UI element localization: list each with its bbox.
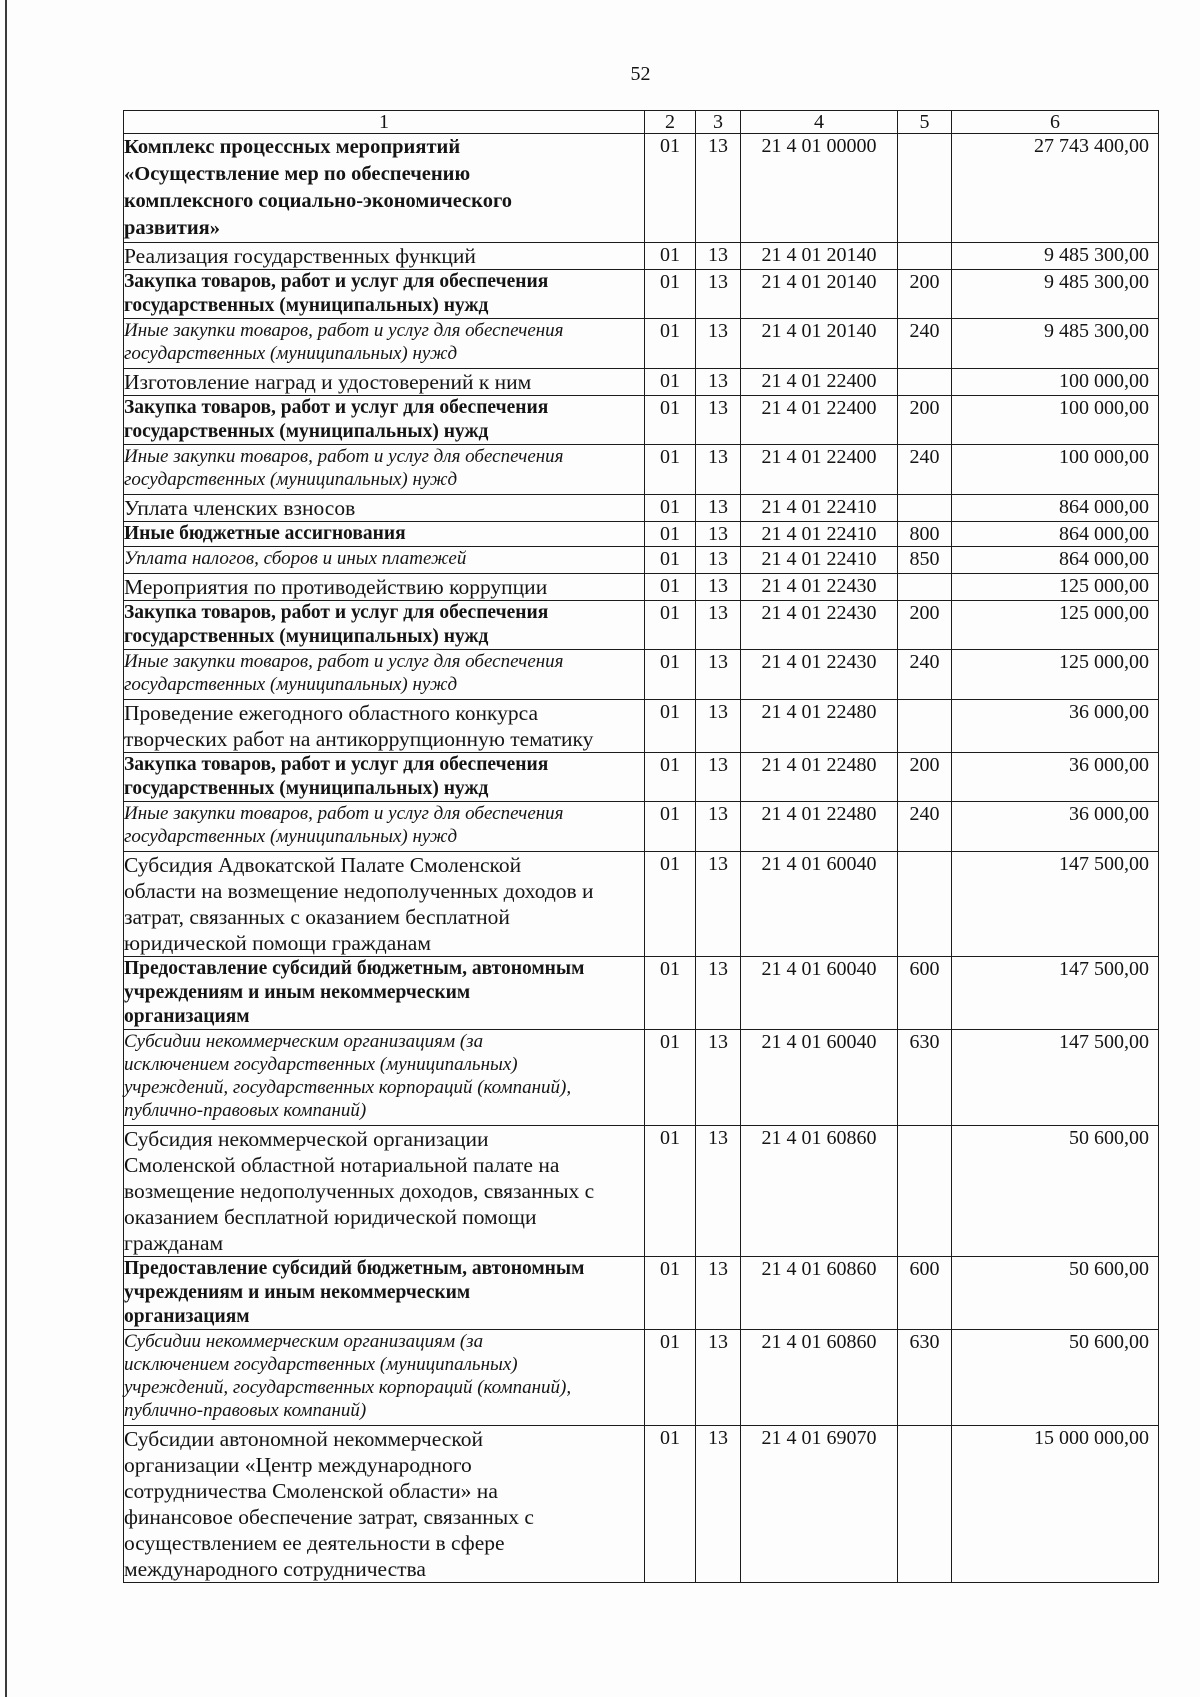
row-description bbox=[124, 957, 645, 1030]
subsection-code: 13 bbox=[696, 601, 741, 650]
table-row bbox=[124, 1330, 1159, 1426]
target-article-code: 21 4 01 22400 bbox=[741, 396, 898, 445]
subsection-code: 13 bbox=[696, 650, 741, 700]
expense-type-code: 240 bbox=[898, 319, 952, 369]
section-code: 01 bbox=[645, 802, 696, 852]
row-description bbox=[124, 1257, 645, 1330]
column-number-header: 2 bbox=[645, 111, 696, 134]
subsection-code: 13 bbox=[696, 802, 741, 852]
section-code: 01 bbox=[645, 1257, 696, 1330]
table-row bbox=[124, 369, 1159, 396]
subsection-code: 13 bbox=[696, 396, 741, 445]
budget-table bbox=[123, 110, 1159, 1583]
target-article-code: 21 4 01 60040 bbox=[741, 957, 898, 1030]
amount: 864 000,00 bbox=[952, 522, 1159, 547]
description-line: Иные закупки товаров, работ и услуг для обеспечения bbox=[124, 803, 564, 824]
expense-type-code bbox=[898, 852, 952, 957]
subsection-code: 13 bbox=[696, 700, 741, 753]
description-line: государственных (муниципальных) нужд bbox=[124, 626, 489, 647]
expense-type-code: 630 bbox=[898, 1030, 952, 1126]
target-article-code: 21 4 01 22410 bbox=[741, 522, 898, 547]
target-article-code: 21 4 01 22400 bbox=[741, 369, 898, 396]
table-row bbox=[124, 243, 1159, 270]
expense-type-code: 600 bbox=[898, 957, 952, 1030]
table-row bbox=[124, 319, 1159, 369]
description-line: Субсидии некоммерческим организациям (за bbox=[124, 1331, 484, 1352]
table-row bbox=[124, 1126, 1159, 1257]
amount: 50 600,00 bbox=[952, 1330, 1159, 1426]
expense-type-code bbox=[898, 1126, 952, 1257]
description-line: Иные закупки товаров, работ и услуг для обеспечения bbox=[124, 651, 564, 672]
expense-type-code: 200 bbox=[898, 753, 952, 802]
description-line: Иные бюджетные ассигнования bbox=[124, 523, 406, 544]
row-description bbox=[124, 319, 645, 369]
row-description bbox=[124, 1330, 645, 1426]
target-article-code: 21 4 01 00000 bbox=[741, 134, 898, 243]
row-description bbox=[124, 574, 645, 601]
amount: 100 000,00 bbox=[952, 396, 1159, 445]
amount: 100 000,00 bbox=[952, 369, 1159, 396]
amount: 50 600,00 bbox=[952, 1126, 1159, 1257]
section-code: 01 bbox=[645, 270, 696, 319]
amount: 125 000,00 bbox=[952, 574, 1159, 601]
scan-edge-line bbox=[5, 0, 7, 1697]
amount: 100 000,00 bbox=[952, 445, 1159, 495]
subsection-code: 13 bbox=[696, 445, 741, 495]
target-article-code: 21 4 01 20140 bbox=[741, 243, 898, 270]
section-code: 01 bbox=[645, 700, 696, 753]
table-row bbox=[124, 650, 1159, 700]
section-code: 01 bbox=[645, 396, 696, 445]
target-article-code: 21 4 01 22480 bbox=[741, 700, 898, 753]
description-line: Реализация государственных функций bbox=[124, 244, 476, 268]
row-description bbox=[124, 852, 645, 957]
description-line: исключением государственных (муниципальных) bbox=[124, 1054, 518, 1075]
description-line: государственных (муниципальных) нужд bbox=[124, 469, 458, 490]
column-number-header: 6 bbox=[952, 111, 1159, 134]
row-description bbox=[124, 547, 645, 574]
subsection-code: 13 bbox=[696, 1126, 741, 1257]
column-number-header: 5 bbox=[898, 111, 952, 134]
amount: 864 000,00 bbox=[952, 547, 1159, 574]
expense-type-code: 850 bbox=[898, 547, 952, 574]
page-number: 52 bbox=[630, 63, 651, 85]
amount: 27 743 400,00 bbox=[952, 134, 1159, 243]
description-line: международного сотрудничества bbox=[124, 1557, 426, 1581]
target-article-code: 21 4 01 22410 bbox=[741, 495, 898, 522]
section-code: 01 bbox=[645, 319, 696, 369]
table-row bbox=[124, 134, 1159, 243]
target-article-code: 21 4 01 69070 bbox=[741, 1426, 898, 1583]
subsection-code: 13 bbox=[696, 1426, 741, 1583]
description-line: организации «Центр международного bbox=[124, 1453, 472, 1477]
description-line: организациям bbox=[124, 1306, 250, 1327]
description-line: Смоленской областной нотариальной палате на bbox=[124, 1153, 560, 1177]
column-number-header: 1 bbox=[124, 111, 645, 134]
section-code: 01 bbox=[645, 522, 696, 547]
subsection-code: 13 bbox=[696, 1330, 741, 1426]
description-line: затрат, связанных с оказанием бесплатной bbox=[124, 905, 510, 929]
description-line: учреждениям и иным некоммерческим bbox=[124, 1282, 471, 1303]
subsection-code: 13 bbox=[696, 574, 741, 601]
description-line: Иные закупки товаров, работ и услуг для обеспечения bbox=[124, 320, 564, 341]
section-code: 01 bbox=[645, 957, 696, 1030]
target-article-code: 21 4 01 60040 bbox=[741, 852, 898, 957]
description-line: государственных (муниципальных) нужд bbox=[124, 778, 489, 799]
target-article-code: 21 4 01 22410 bbox=[741, 547, 898, 574]
description-line: творческих работ на антикоррупционную тематику bbox=[124, 727, 594, 751]
description-line: Предоставление субсидий бюджетным, автономным bbox=[124, 958, 585, 979]
target-article-code: 21 4 01 60860 bbox=[741, 1257, 898, 1330]
description-line: юридической помощи гражданам bbox=[124, 931, 431, 955]
description-line: Закупка товаров, работ и услуг для обеспечения bbox=[124, 271, 549, 292]
section-code: 01 bbox=[645, 547, 696, 574]
section-code: 01 bbox=[645, 601, 696, 650]
table-row bbox=[124, 700, 1159, 753]
section-code: 01 bbox=[645, 852, 696, 957]
expense-type-code bbox=[898, 369, 952, 396]
section-code: 01 bbox=[645, 134, 696, 243]
section-code: 01 bbox=[645, 650, 696, 700]
table-row bbox=[124, 396, 1159, 445]
description-line: государственных (муниципальных) нужд bbox=[124, 295, 489, 316]
description-line: Предоставление субсидий бюджетным, автономным bbox=[124, 1258, 585, 1279]
target-article-code: 21 4 01 22480 bbox=[741, 753, 898, 802]
row-description bbox=[124, 700, 645, 753]
subsection-code: 13 bbox=[696, 957, 741, 1030]
description-line: возмещение недополученных доходов, связанных с bbox=[124, 1179, 595, 1203]
table-header bbox=[124, 111, 1159, 134]
description-line: развития» bbox=[124, 217, 220, 239]
section-code: 01 bbox=[645, 1426, 696, 1583]
expense-type-code: 630 bbox=[898, 1330, 952, 1426]
expense-type-code bbox=[898, 243, 952, 270]
column-number-header: 4 bbox=[741, 111, 898, 134]
section-code: 01 bbox=[645, 574, 696, 601]
row-description bbox=[124, 802, 645, 852]
description-line: государственных (муниципальных) нужд bbox=[124, 674, 458, 695]
description-line: государственных (муниципальных) нужд bbox=[124, 421, 489, 442]
row-description bbox=[124, 650, 645, 700]
section-code: 01 bbox=[645, 1330, 696, 1426]
description-line: финансовое обеспечение затрат, связанных с bbox=[124, 1505, 534, 1529]
table-row bbox=[124, 1426, 1159, 1583]
target-article-code: 21 4 01 22430 bbox=[741, 650, 898, 700]
target-article-code: 21 4 01 22430 bbox=[741, 574, 898, 601]
expense-type-code bbox=[898, 574, 952, 601]
section-code: 01 bbox=[645, 243, 696, 270]
subsection-code: 13 bbox=[696, 753, 741, 802]
row-description bbox=[124, 601, 645, 650]
amount: 9 485 300,00 bbox=[952, 243, 1159, 270]
subsection-code: 13 bbox=[696, 852, 741, 957]
header-row bbox=[124, 111, 1159, 134]
column-number-header: 3 bbox=[696, 111, 741, 134]
description-line: исключением государственных (муниципальных) bbox=[124, 1354, 518, 1375]
row-description bbox=[124, 445, 645, 495]
row-description bbox=[124, 522, 645, 547]
description-line: гражданам bbox=[124, 1231, 224, 1255]
description-line: «Осуществление мер по обеспечению bbox=[124, 163, 471, 185]
row-description bbox=[124, 134, 645, 243]
description-line: государственных (муниципальных) нужд bbox=[124, 343, 458, 364]
table-row bbox=[124, 270, 1159, 319]
target-article-code: 21 4 01 22400 bbox=[741, 445, 898, 495]
expense-type-code: 200 bbox=[898, 396, 952, 445]
table-row bbox=[124, 852, 1159, 957]
table-row bbox=[124, 957, 1159, 1030]
target-article-code: 21 4 01 60040 bbox=[741, 1030, 898, 1126]
table-row bbox=[124, 802, 1159, 852]
table-row bbox=[124, 1030, 1159, 1126]
section-code: 01 bbox=[645, 1030, 696, 1126]
expense-type-code bbox=[898, 495, 952, 522]
target-article-code: 21 4 01 22480 bbox=[741, 802, 898, 852]
description-line: Изготовление наград и удостоверений к ним bbox=[124, 370, 532, 394]
amount: 147 500,00 bbox=[952, 957, 1159, 1030]
table-row bbox=[124, 522, 1159, 547]
subsection-code: 13 bbox=[696, 522, 741, 547]
subsection-code: 13 bbox=[696, 369, 741, 396]
description-line: Проведение ежегодного областного конкурса bbox=[124, 701, 539, 725]
subsection-code: 13 bbox=[696, 495, 741, 522]
description-line: оказанием бесплатной юридической помощи bbox=[124, 1205, 537, 1229]
subsection-code: 13 bbox=[696, 1030, 741, 1126]
expense-type-code bbox=[898, 134, 952, 243]
target-article-code: 21 4 01 20140 bbox=[741, 270, 898, 319]
description-line: Субсидии автономной некоммерческой bbox=[124, 1427, 483, 1451]
description-line: осуществлением ее деятельности в сфере bbox=[124, 1531, 505, 1555]
description-line: организациям bbox=[124, 1006, 250, 1027]
description-line: Субсидия некоммерческой организации bbox=[124, 1127, 489, 1151]
amount: 125 000,00 bbox=[952, 650, 1159, 700]
table-row bbox=[124, 753, 1159, 802]
table-row bbox=[124, 495, 1159, 522]
row-description bbox=[124, 1126, 645, 1257]
description-line: Комплекс процессных мероприятий bbox=[124, 136, 461, 158]
subsection-code: 13 bbox=[696, 1257, 741, 1330]
amount: 36 000,00 bbox=[952, 802, 1159, 852]
description-line: области на возмещение недополученных доходов и bbox=[124, 879, 594, 903]
description-line: государственных (муниципальных) нужд bbox=[124, 826, 458, 847]
row-description bbox=[124, 396, 645, 445]
description-line: Мероприятия по противодействию коррупции bbox=[124, 575, 548, 599]
row-description bbox=[124, 495, 645, 522]
target-article-code: 21 4 01 22430 bbox=[741, 601, 898, 650]
amount: 15 000 000,00 bbox=[952, 1426, 1159, 1583]
description-line: Иные закупки товаров, работ и услуг для обеспечения bbox=[124, 446, 564, 467]
row-description bbox=[124, 753, 645, 802]
amount: 147 500,00 bbox=[952, 1030, 1159, 1126]
row-description bbox=[124, 243, 645, 270]
subsection-code: 13 bbox=[696, 547, 741, 574]
description-line: учреждений, государственных корпораций (компаний), bbox=[124, 1077, 572, 1098]
description-line: сотрудничества Смоленской области» на bbox=[124, 1479, 498, 1503]
description-line: Закупка товаров, работ и услуг для обеспечения bbox=[124, 397, 549, 418]
expense-type-code bbox=[898, 700, 952, 753]
description-line: Субсидии некоммерческим организациям (за bbox=[124, 1031, 484, 1052]
expense-type-code: 240 bbox=[898, 802, 952, 852]
table-row bbox=[124, 601, 1159, 650]
table-row bbox=[124, 574, 1159, 601]
table-body bbox=[124, 134, 1159, 1583]
row-description bbox=[124, 1426, 645, 1583]
description-line: Закупка товаров, работ и услуг для обеспечения bbox=[124, 602, 549, 623]
amount: 864 000,00 bbox=[952, 495, 1159, 522]
target-article-code: 21 4 01 20140 bbox=[741, 319, 898, 369]
description-line: комплексного социально-экономического bbox=[124, 190, 512, 212]
description-line: учреждениям и иным некоммерческим bbox=[124, 982, 471, 1003]
expense-type-code bbox=[898, 1426, 952, 1583]
expense-type-code: 600 bbox=[898, 1257, 952, 1330]
description-line: учреждений, государственных корпораций (компаний), bbox=[124, 1377, 572, 1398]
section-code: 01 bbox=[645, 495, 696, 522]
expense-type-code: 240 bbox=[898, 650, 952, 700]
section-code: 01 bbox=[645, 445, 696, 495]
amount: 36 000,00 bbox=[952, 700, 1159, 753]
section-code: 01 bbox=[645, 1126, 696, 1257]
description-line: Уплата налогов, сборов и иных платежей bbox=[124, 548, 467, 569]
table-row bbox=[124, 1257, 1159, 1330]
subsection-code: 13 bbox=[696, 270, 741, 319]
amount: 147 500,00 bbox=[952, 852, 1159, 957]
subsection-code: 13 bbox=[696, 134, 741, 243]
description-line: публично-правовых компаний) bbox=[124, 1100, 367, 1121]
row-description bbox=[124, 369, 645, 396]
subsection-code: 13 bbox=[696, 243, 741, 270]
target-article-code: 21 4 01 60860 bbox=[741, 1126, 898, 1257]
section-code: 01 bbox=[645, 369, 696, 396]
table-row bbox=[124, 547, 1159, 574]
section-code: 01 bbox=[645, 753, 696, 802]
amount: 9 485 300,00 bbox=[952, 270, 1159, 319]
expense-type-code: 800 bbox=[898, 522, 952, 547]
expense-type-code: 200 bbox=[898, 601, 952, 650]
description-line: Субсидия Адвокатской Палате Смоленской bbox=[124, 853, 522, 877]
table-row bbox=[124, 445, 1159, 495]
target-article-code: 21 4 01 60860 bbox=[741, 1330, 898, 1426]
amount: 125 000,00 bbox=[952, 601, 1159, 650]
row-description bbox=[124, 270, 645, 319]
amount: 9 485 300,00 bbox=[952, 319, 1159, 369]
expense-type-code: 200 bbox=[898, 270, 952, 319]
subsection-code: 13 bbox=[696, 319, 741, 369]
expense-type-code: 240 bbox=[898, 445, 952, 495]
amount: 36 000,00 bbox=[952, 753, 1159, 802]
row-description bbox=[124, 1030, 645, 1126]
amount: 50 600,00 bbox=[952, 1257, 1159, 1330]
description-line: Уплата членских взносов bbox=[124, 496, 356, 520]
description-line: Закупка товаров, работ и услуг для обеспечения bbox=[124, 754, 549, 775]
description-line: публично-правовых компаний) bbox=[124, 1400, 367, 1421]
